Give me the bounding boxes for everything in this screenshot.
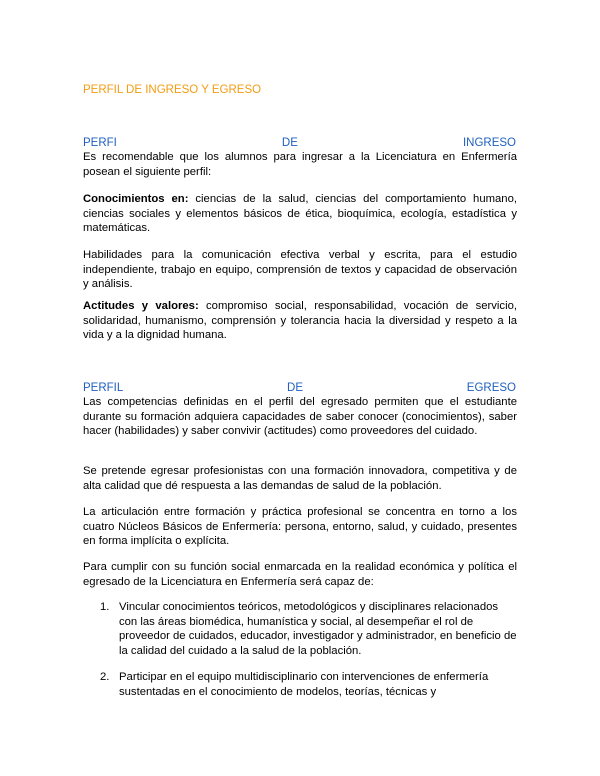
egreso-heading-word: PERFIL (83, 382, 124, 394)
conocimientos-text: ciencias de la salud, ciencias del comportamiento humano, ciencias sociales y elementos básicos de ética, bioquímica, ecología, estadística y matemáticas. (83, 193, 517, 235)
ingreso-intro: Es recomendable que los alumnos para ingresar a la Licenciatura en Enfermería posean el siguiente perfil: (83, 151, 517, 178)
ingreso-heading-word: DE (281, 137, 298, 149)
list-item (83, 600, 517, 658)
egreso-paragraph-1: Las competencias definidas en el perfil del egresado permiten que el estudiante durante su formación adquiera capacidades de saber conocer (conocimientos), saber hacer (habilidades) y saber convivir (actitudes) como proveedores del cuidado. (83, 396, 517, 438)
list-item-text: Participar en el equipo multidisciplinario con intervenciones de enfermería sustentadas en el conocimiento de modelos, teorías, técnicas y (119, 671, 489, 698)
list-item-number: 1. (100, 601, 110, 613)
egreso-paragraph-4: Para cumplir con su función social enmarcada en la realidad económica y política el egresado de la Licenciatura en Enfermería será capaz de: (83, 561, 517, 588)
actitudes-label: Actitudes y valores: (83, 300, 199, 312)
list-item-text: Vincular conocimientos teóricos, metodológicos y disciplinares relacionados con las áreas biomédica, humanística y social, al desempeñar el rol de proveedor de cuidados, educador, investigador y administrador, en beneficio de la calidad del cuidado a la salud de la población. (119, 601, 517, 657)
ingreso-heading (83, 136, 516, 150)
egreso-paragraph-3: La articulación entre formación y práctica profesional se concentra en torno a los cuatro Núcleos Básicos de Enfermería: persona, entorno, salud, y cuidado, presentes en forma implícita o explícita. (83, 506, 517, 548)
egreso-heading-word: EGRESO (466, 382, 516, 394)
list-item-number: 2. (100, 671, 110, 684)
egreso-heading (83, 381, 516, 395)
document-title: PERFIL DE INGRESO Y EGRESO (83, 84, 262, 96)
egreso-capacidades-list (83, 600, 517, 712)
egreso-paragraph-2: Se pretende egresar profesionistas con una formación innovadora, competitiva y de alta calidad que dé respuesta a las demandas de salud de la población. (83, 465, 517, 492)
actitudes-text: compromiso social, responsabilidad, vocación de servicio, solidaridad, humanismo, comprensión y tolerancia hacia la diversidad y respeto a la vida y a la dignidad humana. (83, 300, 518, 342)
ingreso-heading-word: PERFI (83, 137, 117, 149)
ingreso-heading-word: INGRESO (462, 137, 516, 149)
ingreso-habilidades: Habilidades para la comunicación efectiva verbal y escrita, para el estudio independiente, trabajo en equipo, comprensión de textos y capacidad de observación y análisis. (83, 249, 517, 291)
ingreso-conocimientos (83, 192, 517, 236)
ingreso-actitudes (83, 299, 517, 343)
conocimientos-label: Conocimientos en: (83, 193, 189, 205)
list-item (83, 670, 517, 699)
egreso-heading-word: DE (287, 382, 304, 394)
